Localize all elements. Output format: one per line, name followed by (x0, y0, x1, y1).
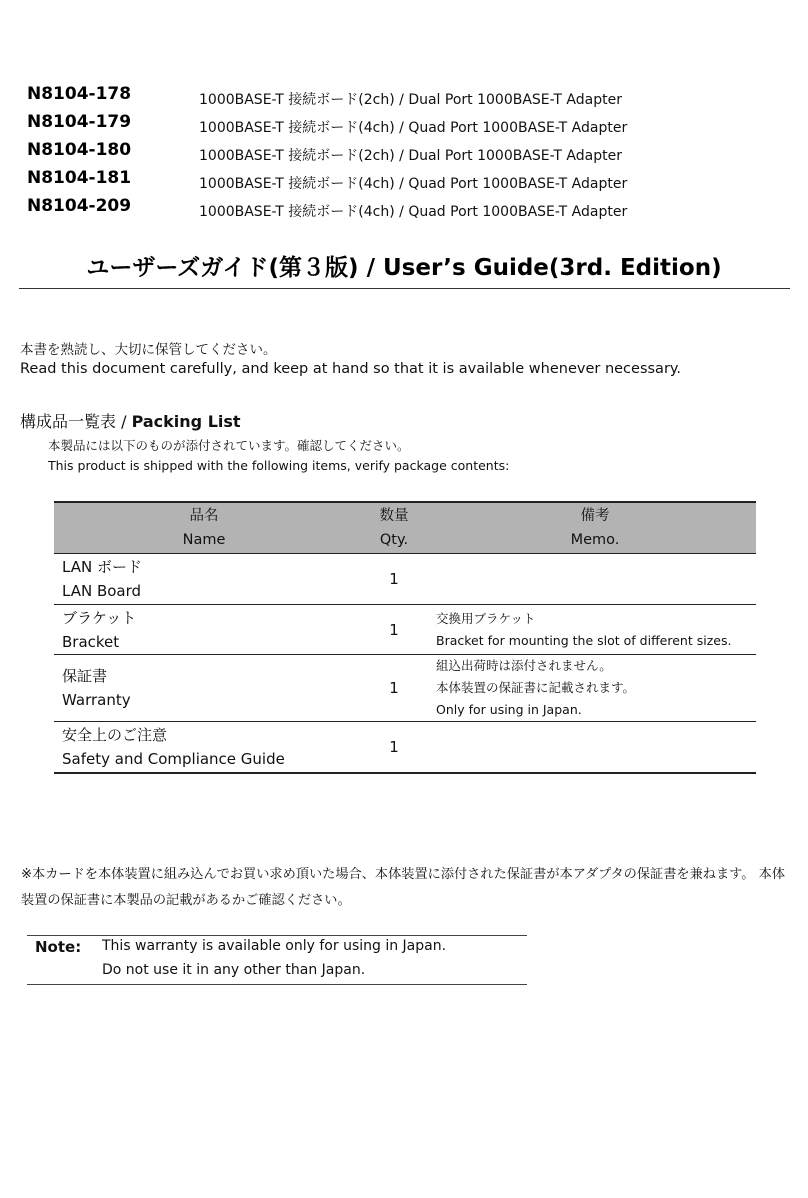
model-list (27, 84, 787, 224)
note-label: Note: (35, 938, 82, 956)
memo-line: Bracket for mounting the slot of different sizes. (436, 632, 732, 648)
note-box (27, 935, 527, 985)
column-header-jp: 数量 (379, 508, 409, 524)
item-memo (434, 655, 756, 722)
document-title: ユーザーズガイド(第３版) / User’s Guide(3rd. Edition) (86, 255, 722, 281)
model-code: N8104-181 (27, 168, 132, 188)
column-header-memo (434, 502, 756, 554)
title-divider (19, 288, 790, 289)
model-row (27, 168, 787, 196)
item-name-jp: 保証書 (62, 667, 108, 685)
model-code: N8104-180 (27, 140, 132, 160)
column-header-jp: 備考 (580, 508, 610, 524)
item-name-jp: ブラケット (62, 608, 137, 627)
table-row (54, 655, 756, 722)
packing-note-english: This product is shipped with the following items, verify package contents: (48, 458, 510, 473)
model-description: 1000BASE-T 接続ボード(4ch) / Quad Port 1000BASE-T Adapter (199, 204, 628, 220)
model-row (27, 84, 787, 112)
intro-japanese: 本書を熟読し、大切に保管してください。 (20, 342, 277, 358)
column-header-en: Name (182, 532, 226, 548)
column-header-en: Qty. (379, 532, 409, 548)
model-description: 1000BASE-T 接続ボード(4ch) / Quad Port 1000BASE-T Adapter (199, 120, 628, 136)
item-name-en: Bracket (62, 632, 120, 651)
item-qty: 1 (354, 605, 434, 655)
table-row (54, 554, 756, 605)
packing-heading-separator: / (116, 412, 132, 431)
memo-line: 交換用ブラケット (436, 610, 536, 626)
memo-line: Only for using in Japan. (436, 702, 582, 717)
model-code: N8104-209 (27, 196, 132, 216)
column-header-en: Memo. (570, 532, 620, 548)
memo-line: 本体装置の保証書に記載されます。 (436, 680, 636, 695)
item-name-en: LAN Board (62, 582, 142, 600)
model-row (27, 196, 787, 224)
item-name-cell (54, 605, 354, 655)
model-description: 1000BASE-T 接続ボード(4ch) / Quad Port 1000BASE-T Adapter (199, 176, 628, 192)
model-code: N8104-179 (27, 112, 132, 132)
packing-heading-jp: 構成品一覧表 (20, 412, 117, 431)
model-row (27, 112, 787, 140)
intro-english: Read this document carefully, and keep at hand so that it is available whenever necessary. (20, 361, 682, 377)
model-row (27, 140, 787, 168)
item-name-en: Safety and Compliance Guide (62, 749, 285, 768)
note-line: This warranty is available only for using in Japan. (102, 938, 447, 954)
memo-line: 組込出荷時は添付されません。 (436, 658, 612, 673)
item-memo (434, 722, 756, 773)
table-row (54, 605, 756, 655)
model-description: 1000BASE-T 接続ボード(2ch) / Dual Port 1000BASE-T Adapter (199, 148, 622, 164)
model-description: 1000BASE-T 接続ボード(2ch) / Dual Port 1000BASE-T Adapter (199, 92, 622, 108)
item-name-jp: LAN ボード (62, 558, 142, 576)
item-name-jp: 安全上のご注意 (62, 725, 168, 744)
item-qty: 1 (354, 655, 434, 722)
item-name-cell (54, 655, 354, 722)
item-qty: 1 (354, 722, 434, 773)
item-qty: 1 (354, 554, 434, 605)
packing-table (54, 501, 756, 774)
packing-note-japanese: 本製品には以下のものが添付されています。確認してください。 (48, 438, 410, 453)
warranty-notice: ※本カードを本体装置に組み込んでお買い求め頂いた場合、本体装置に添付された保証書が本アダプタの保証書を兼ねます。 本体装置の保証書に本製品の記載があるかご確認ください。 (21, 867, 786, 908)
packing-list-heading (20, 409, 241, 432)
table-header-row (54, 502, 756, 554)
item-memo (434, 605, 756, 655)
column-header-jp: 品名 (189, 508, 219, 524)
table-row (54, 722, 756, 773)
column-header-qty (354, 502, 434, 554)
item-name-cell (54, 554, 354, 605)
packing-heading-en: Packing List (131, 412, 241, 431)
model-code: N8104-178 (27, 84, 132, 104)
column-header-name (54, 502, 354, 554)
item-name-en: Warranty (62, 691, 131, 709)
item-name-cell (54, 722, 354, 773)
item-memo (434, 554, 756, 605)
note-line: Do not use it in any other than Japan. (102, 962, 366, 978)
